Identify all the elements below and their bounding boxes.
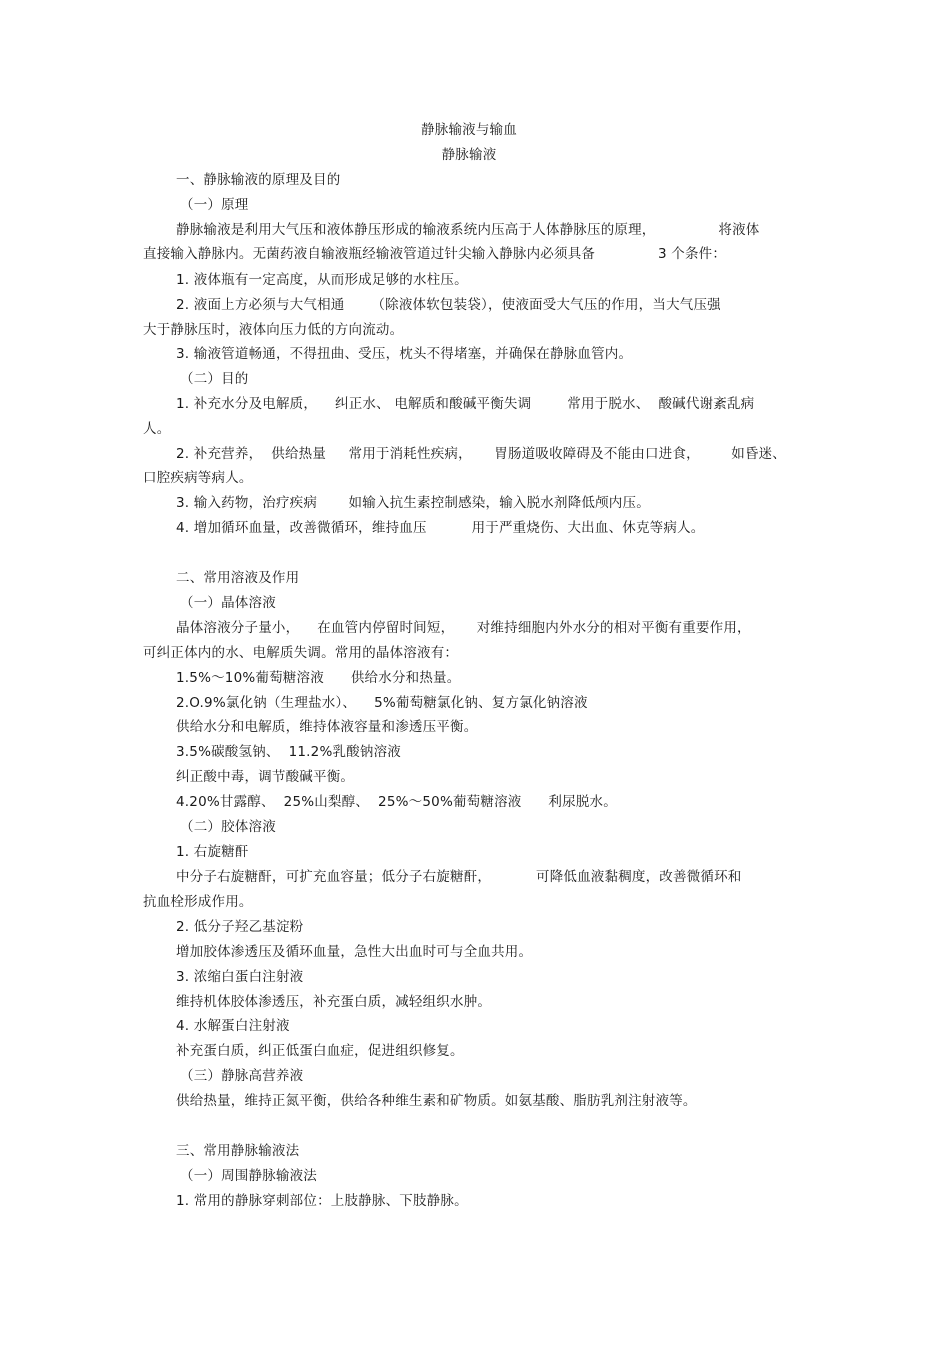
list-item: 3. 浓缩白蛋白注射液 — [176, 969, 304, 985]
list-item: 1. 常用的静脉穿刺部位：上肢静脉、下肢静脉。 — [176, 1193, 468, 1209]
subsection-heading: （一）周围静脉输液法 — [180, 1168, 317, 1184]
list-item: 2. 低分子羟乙基淀粉 — [176, 919, 304, 935]
paragraph-line: 维持机体胶体渗透压，补充蛋白质，减轻组织水肿。 — [176, 994, 492, 1010]
list-item: 1.5%～10%葡萄糖溶液 供给水分和热量。 — [176, 670, 461, 686]
section-heading-1: 一、静脉输液的原理及目的 — [176, 172, 341, 188]
paragraph-line: 口腔疾病等病人。 — [143, 470, 253, 486]
paragraph-line: 静脉输液是利用大气压和液体静压形成的输液系统内压高于人体静脉压的原理， 将液体 — [176, 222, 760, 238]
section-heading-2: 二、常用溶液及作用 — [176, 570, 300, 586]
list-item: 1. 补充水分及电解质， 纠正水、 电解质和酸碱平衡失调 常用于脱水、 酸碱代谢紊乱病 — [176, 396, 755, 412]
paragraph-line: 可纠正体内的水、电解质失调。常用的晶体溶液有： — [143, 645, 459, 661]
paragraph-line: 中分子右旋糖酐，可扩充血容量；低分子右旋糖酐， 可降低血液黏稠度，改善微循环和 — [176, 869, 742, 885]
section-heading-3: 三、常用静脉输液法 — [176, 1143, 300, 1159]
paragraph-line: 供给热量，维持正氮平衡，供给各种维生素和矿物质。如氨基酸、脂肪乳剂注射液等。 — [176, 1093, 697, 1109]
list-item: 1. 右旋糖酐 — [176, 844, 249, 860]
list-item: 4.20%甘露醇、 25%山梨醇、 25%～50%葡萄糖溶液 利尿脱水。 — [176, 794, 617, 810]
paragraph-line: 抗血栓形成作用。 — [143, 894, 253, 910]
document-subtitle: 静脉输液 — [441, 147, 497, 163]
subsection-heading: （一）晶体溶液 — [180, 595, 276, 611]
list-item: 2. 补充营养， 供给热量 常用于消耗性疾病， 胃肠道吸收障碍及不能由口进食， 如昏迷、 — [176, 446, 787, 462]
list-item: 2. 液面上方必须与大气相通 （除液体软包装袋），使液面受大气压的作用，当大气压强 — [176, 297, 721, 313]
list-item: 3. 输入药物，治疗疾病 如输入抗生素控制感染，输入脱水剂降低颅内压。 — [176, 495, 650, 511]
paragraph-line: 大于静脉压时，液体向压力低的方向流动。 — [143, 322, 404, 338]
list-item: 3. 输液管道畅通，不得扭曲、受压，枕头不得堵塞，并确保在静脉血管内。 — [176, 346, 633, 362]
document-title: 静脉输液与输血 — [421, 122, 517, 138]
paragraph-line: 人。 — [143, 421, 171, 437]
paragraph-line: 补充蛋白质，纠正低蛋白血症，促进组织修复。 — [176, 1043, 464, 1059]
subsection-heading: （二）胶体溶液 — [180, 819, 276, 835]
paragraph-line: 直接输入静脉内。无菌药液自输液瓶经输液管道过针尖输入静脉内必须具备 3 个条件： — [143, 246, 727, 262]
list-item: 4. 增加循环血量，改善微循环，维持血压 用于严重烧伤、大出血、休克等病人。 — [176, 520, 705, 536]
list-item: 3.5%碳酸氢钠、 11.2%乳酸钠溶液 — [176, 744, 401, 760]
paragraph-line: 纠正酸中毒，调节酸碱平衡。 — [176, 769, 355, 785]
paragraph-line: 供给水分和电解质，维持体液容量和渗透压平衡。 — [176, 719, 478, 735]
subsection-heading: （三）静脉高营养液 — [180, 1068, 304, 1084]
subsection-heading: （一）原理 — [180, 197, 249, 213]
list-item: 1. 液体瓶有一定高度，从而形成足够的水柱压。 — [176, 272, 468, 288]
paragraph-line: 增加胶体渗透压及循环血量，急性大出血时可与全血共用。 — [176, 944, 533, 960]
list-item: 4. 水解蛋白注射液 — [176, 1018, 290, 1034]
paragraph-line: 晶体溶液分子量小， 在血管内停留时间短， 对维持细胞内外水分的相对平衡有重要作用， — [176, 620, 751, 636]
subsection-heading: （二）目的 — [180, 371, 249, 387]
list-item: 2.O.9%氯化钠（生理盐水）、 5%葡萄糖氯化钠、复方氯化钠溶液 — [176, 695, 588, 711]
